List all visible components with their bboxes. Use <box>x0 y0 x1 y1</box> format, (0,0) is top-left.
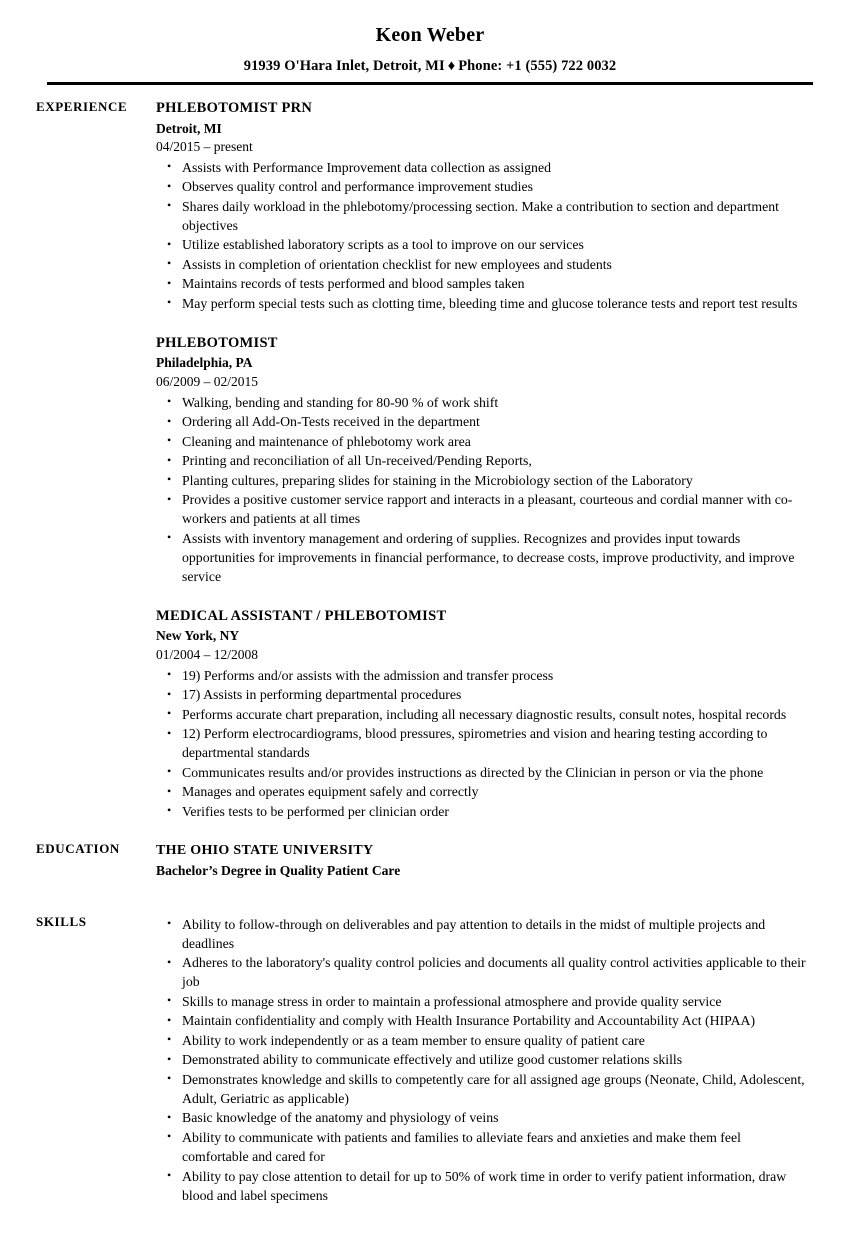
skills-list <box>156 915 808 1205</box>
job-title: PHLEBOTOMIST <box>156 334 278 351</box>
section-education <box>0 841 860 880</box>
job-responsibility-list <box>156 158 808 313</box>
list-item: • Communicates results and/or provides instructions as directed by the Clinician in person or via the phone <box>156 763 808 782</box>
education-entries <box>156 841 860 880</box>
job-title: MEDICAL ASSISTANT / PHLEBOTOMIST <box>156 607 447 624</box>
list-item: • Ordering all Add-On-Tests received in the department <box>156 412 808 431</box>
job-responsibility-list <box>156 393 808 586</box>
list-item: • 19) Performs and/or assists with the admission and transfer process <box>156 666 808 685</box>
list-item: • Cleaning and maintenance of phlebotomy work area <box>156 432 808 451</box>
job-location: Philadelphia, PA <box>156 355 253 371</box>
candidate-address: 91939 O'Hara Inlet, Detroit, MI <box>243 58 445 74</box>
list-item: • Adheres to the laboratory's quality control policies and documents all quality control activities applicable to their job <box>156 953 808 991</box>
list-item: • Observes quality control and performance improvement studies <box>156 177 808 196</box>
section-experience <box>0 99 860 821</box>
list-item: • May perform special tests such as clotting time, bleeding time and glucose tolerance tests and report test results <box>156 294 808 313</box>
list-item: • Manages and operates equipment safely and correctly <box>156 782 808 801</box>
experience-label-gutter <box>0 99 156 115</box>
list-item: • Ability to pay close attention to detail for up to 50% of work time in order to verify patient information, draw blood and label specimens <box>156 1167 808 1205</box>
job-dates: 04/2015 – present <box>156 139 253 155</box>
list-item: • Ability to work independently or as a team member to ensure quality of patient care <box>156 1031 808 1050</box>
experience-entries <box>156 99 860 821</box>
candidate-contact-line <box>0 58 860 75</box>
education-school: THE OHIO STATE UNIVERSITY <box>156 843 374 859</box>
skills-label-gutter <box>0 914 156 930</box>
resume-body <box>0 85 860 1205</box>
section-label-education: EDUCATION <box>36 841 120 857</box>
experience-entry <box>156 334 808 586</box>
list-item: • Utilize established laboratory scripts as a tool to improve on our services <box>156 235 808 254</box>
section-label-skills: SKILLS <box>36 913 87 929</box>
list-item: • Ability to follow-through on deliverables and pay attention to details in the midst of multiple projects and deadlines <box>156 915 808 953</box>
job-title: PHLEBOTOMIST PRN <box>156 100 313 116</box>
list-item: • Provides a positive customer service rapport and interacts in a pleasant, courteous and cordial manner with co-workers and patients at all times <box>156 490 808 528</box>
experience-entry <box>156 99 808 313</box>
job-location: New York, NY <box>156 628 240 644</box>
job-location: Detroit, MI <box>156 120 222 136</box>
list-item: • Planting cultures, preparing slides for staining in the Microbiology section of the Laboratory <box>156 471 808 490</box>
section-skills <box>0 914 860 1205</box>
list-item: • Shares daily workload in the phlebotomy/processing section. Make a contribution to section and department objectives <box>156 197 808 235</box>
job-responsibility-list <box>156 666 808 821</box>
list-item: • Performs accurate chart preparation, including all necessary diagnostic results, consult notes, hospital records <box>156 705 808 724</box>
education-degree: Bachelor’s Degree in Quality Patient Care <box>156 862 401 878</box>
list-item: • Basic knowledge of the anatomy and physiology of veins <box>156 1108 808 1127</box>
list-item: • Ability to communicate with patients and families to alleviate fears and anxieties and make them feel comfortable and cared for <box>156 1128 808 1166</box>
list-item: • Verifies tests to be performed per clinician order <box>156 802 808 821</box>
list-item: • Maintain confidentiality and comply with Health Insurance Portability and Accountability Act (HIPAA) <box>156 1011 808 1030</box>
candidate-name: Keon Weber <box>375 24 485 46</box>
diamond-separator-icon: ♦ <box>447 58 456 74</box>
list-item: • Assists with Performance Improvement data collection as assigned <box>156 158 808 177</box>
candidate-phone: Phone: +1 (555) 722 0032 <box>458 58 617 74</box>
section-label-experience: EXPERIENCE <box>36 99 128 114</box>
list-item: • Demonstrates knowledge and skills to competently care for all assigned age groups (Neonate, Child, Adolescent, Adult, Geriatric as applicable) <box>156 1070 808 1108</box>
list-item: • Walking, bending and standing for 80-90 % of work shift <box>156 393 808 412</box>
list-item: • Skills to manage stress in order to maintain a professional atmosphere and provide quality service <box>156 992 808 1011</box>
skills-entries <box>156 914 860 1205</box>
education-label-gutter <box>0 841 156 857</box>
job-dates: 06/2009 – 02/2015 <box>156 374 259 390</box>
list-item: • Printing and reconciliation of all Un-received/Pending Reports, <box>156 451 808 470</box>
list-item: • 12) Perform electrocardiograms, blood pressures, spirometries and vision and hearing testing according to departmental standards <box>156 724 808 762</box>
list-item: • Maintains records of tests performed and blood samples taken <box>156 274 808 293</box>
resume-header <box>0 0 860 85</box>
list-item: • Assists in completion of orientation checklist for new employees and students <box>156 255 808 274</box>
list-item: • Assists with inventory management and ordering of supplies. Recognizes and provides input towards opportunities for improvements in financial performance, to decrease costs, improve productivity, and improve service <box>156 529 808 586</box>
job-dates: 01/2004 – 12/2008 <box>156 647 259 663</box>
experience-entry <box>156 607 808 821</box>
list-item: • 17) Assists in performing departmental procedures <box>156 685 808 704</box>
list-item: • Demonstrated ability to communicate effectively and utilize good customer relations skills <box>156 1050 808 1069</box>
